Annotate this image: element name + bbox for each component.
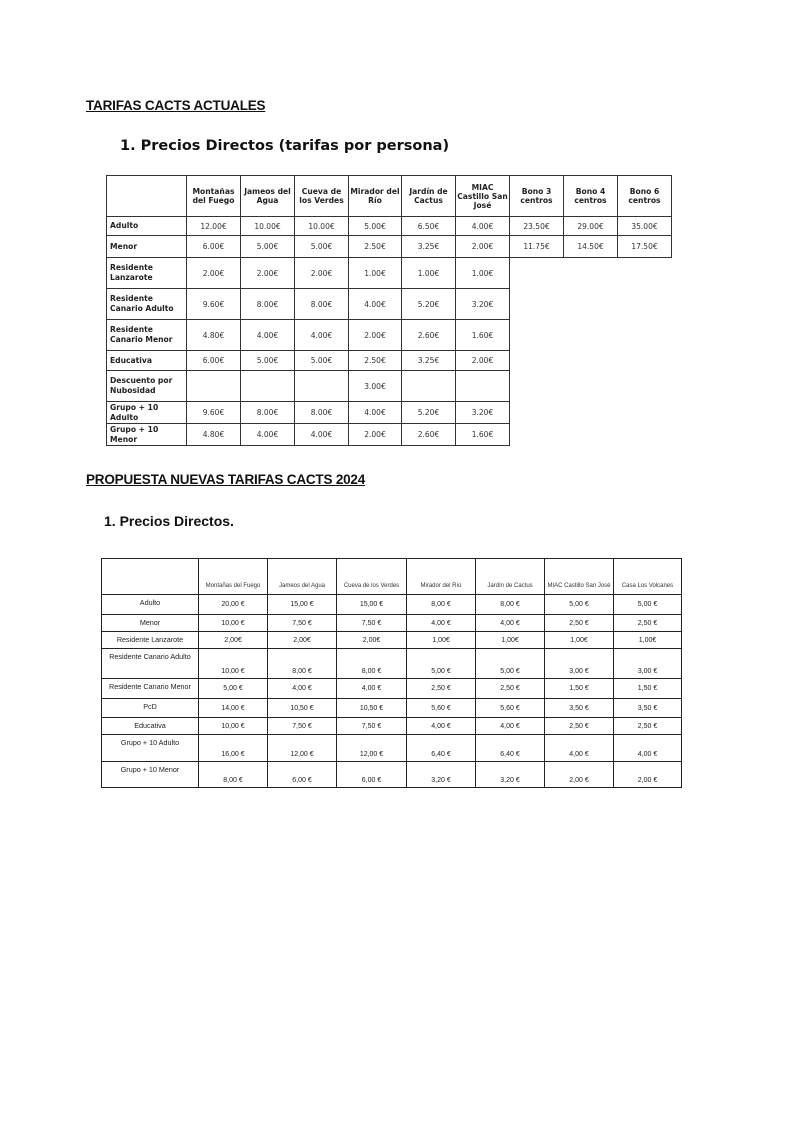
price-cell: 1,00€ xyxy=(545,632,614,649)
column-header: Jameos del Agua xyxy=(268,559,337,595)
row-label: Residente Lanzarote xyxy=(107,258,187,289)
price-cell: 2,00€ xyxy=(268,632,337,649)
empty-cell xyxy=(564,258,618,289)
price-cell: 2,50 € xyxy=(614,615,682,632)
table-row xyxy=(102,615,682,632)
price-cell: 8.00€ xyxy=(295,289,349,320)
price-cell: 3.00€ xyxy=(349,371,402,402)
price-cell: 6.00€ xyxy=(187,236,241,258)
table-row xyxy=(107,351,672,371)
price-cell: 8,00 € xyxy=(268,649,337,679)
current-rates-table xyxy=(106,175,672,446)
empty-cell xyxy=(510,402,564,424)
price-cell: 7,50 € xyxy=(268,615,337,632)
price-cell: 3.20€ xyxy=(456,289,510,320)
table-row xyxy=(102,735,682,762)
price-cell: 5,00 € xyxy=(476,649,545,679)
price-cell xyxy=(187,371,241,402)
price-cell: 2.50€ xyxy=(349,351,402,371)
price-cell: 14,00 € xyxy=(199,699,268,718)
price-cell: 4.00€ xyxy=(349,289,402,320)
price-cell: 2.50€ xyxy=(349,236,402,258)
column-header: Montañas del Fuego xyxy=(199,559,268,595)
price-cell: 35.00€ xyxy=(618,217,672,236)
row-label: Residente Canario Menor xyxy=(102,679,199,699)
price-cell: 3,00 € xyxy=(545,649,614,679)
price-cell: 8,00 € xyxy=(337,649,407,679)
empty-cell xyxy=(618,402,672,424)
price-cell: 12.00€ xyxy=(187,217,241,236)
table-row xyxy=(102,632,682,649)
price-cell: 8.00€ xyxy=(241,289,295,320)
row-label: Grupo + 10 Menor xyxy=(102,762,199,788)
table-row xyxy=(102,595,682,615)
empty-cell xyxy=(564,289,618,320)
table-row xyxy=(107,258,672,289)
price-cell: 9.60€ xyxy=(187,402,241,424)
price-cell: 6,40 € xyxy=(407,735,476,762)
price-cell: 10,00 € xyxy=(199,718,268,735)
column-header: Cueva de los Verdes xyxy=(337,559,407,595)
price-cell: 4,00 € xyxy=(476,718,545,735)
price-cell: 15,00 € xyxy=(337,595,407,615)
price-cell: 1,00€ xyxy=(476,632,545,649)
price-cell: 10.00€ xyxy=(241,217,295,236)
table-row xyxy=(102,679,682,699)
column-header: MIAC Castillo San José xyxy=(545,559,614,595)
price-cell: 6,00 € xyxy=(268,762,337,788)
table-row xyxy=(107,236,672,258)
empty-cell xyxy=(564,320,618,351)
table-row xyxy=(107,289,672,320)
column-header: Cueva de los Verdes xyxy=(295,176,349,217)
price-cell: 4.00€ xyxy=(295,320,349,351)
row-label: Residente Canario Menor xyxy=(107,320,187,351)
price-cell: 5.00€ xyxy=(295,236,349,258)
price-cell: 4,00 € xyxy=(614,735,682,762)
price-cell: 2,50 € xyxy=(476,679,545,699)
empty-cell xyxy=(618,371,672,402)
price-cell: 20,00 € xyxy=(199,595,268,615)
price-cell: 2.00€ xyxy=(241,258,295,289)
price-cell: 5,00 € xyxy=(545,595,614,615)
empty-cell xyxy=(510,371,564,402)
row-label: Grupo + 10 Menor xyxy=(107,424,187,446)
price-cell xyxy=(241,371,295,402)
row-label: Grupo + 10 Adulto xyxy=(102,735,199,762)
price-cell: 2.00€ xyxy=(349,424,402,446)
price-cell: 5.00€ xyxy=(295,351,349,371)
row-label: Residente Canario Adulto xyxy=(107,289,187,320)
table-row xyxy=(107,402,672,424)
section1-subtitle: 1. Precios Directos (tarifas por persona) xyxy=(120,138,450,154)
price-cell: 2,50 € xyxy=(407,679,476,699)
price-cell: 1.00€ xyxy=(402,258,456,289)
price-cell: 10,50 € xyxy=(337,699,407,718)
price-cell: 8,00 € xyxy=(476,595,545,615)
empty-cell xyxy=(510,351,564,371)
table-row xyxy=(107,424,672,446)
empty-cell xyxy=(618,320,672,351)
price-cell: 4,00 € xyxy=(476,615,545,632)
empty-cell xyxy=(618,289,672,320)
price-cell: 6.50€ xyxy=(402,217,456,236)
price-cell: 1,00€ xyxy=(614,632,682,649)
price-cell: 2.00€ xyxy=(187,258,241,289)
empty-cell xyxy=(618,351,672,371)
table-row xyxy=(107,371,672,402)
price-cell: 4.80€ xyxy=(187,424,241,446)
row-label: Adulto xyxy=(107,217,187,236)
price-cell: 1,00€ xyxy=(407,632,476,649)
price-cell: 4.00€ xyxy=(241,424,295,446)
section2-title: PROPUESTA NUEVAS TARIFAS CACTS 2024 xyxy=(86,472,366,487)
price-cell: 4.00€ xyxy=(349,402,402,424)
column-header: Bono 6 centros xyxy=(618,176,672,217)
column-header: Montañas del Fuego xyxy=(187,176,241,217)
price-cell: 4.80€ xyxy=(187,320,241,351)
column-header: Bono 3 centros xyxy=(510,176,564,217)
column-header: Jardín de Cactus xyxy=(402,176,456,217)
price-cell: 2.60€ xyxy=(402,320,456,351)
price-cell: 3,50 € xyxy=(545,699,614,718)
price-cell: 2.00€ xyxy=(349,320,402,351)
row-label: Residente Lanzarote xyxy=(102,632,199,649)
price-cell: 8,00 € xyxy=(407,595,476,615)
price-cell: 4,00 € xyxy=(337,679,407,699)
empty-cell xyxy=(618,424,672,446)
corner-header-cell xyxy=(102,559,199,595)
empty-cell xyxy=(564,351,618,371)
price-cell: 5.20€ xyxy=(402,289,456,320)
price-cell: 5,00 € xyxy=(407,649,476,679)
price-cell xyxy=(295,371,349,402)
proposed-rates-table xyxy=(101,558,682,788)
corner-header-cell xyxy=(107,176,187,217)
price-cell: 5.00€ xyxy=(349,217,402,236)
price-cell: 4.00€ xyxy=(456,217,510,236)
price-cell: 29.00€ xyxy=(564,217,618,236)
row-label: Educativa xyxy=(102,718,199,735)
price-cell xyxy=(456,371,510,402)
empty-cell xyxy=(618,258,672,289)
price-cell: 7,50 € xyxy=(268,718,337,735)
empty-cell xyxy=(564,424,618,446)
price-cell: 1,50 € xyxy=(614,679,682,699)
price-cell: 5.00€ xyxy=(241,351,295,371)
table-header-row xyxy=(102,559,682,595)
price-cell: 5.20€ xyxy=(402,402,456,424)
price-cell: 11.75€ xyxy=(510,236,564,258)
column-header: Mirador del Río xyxy=(349,176,402,217)
price-cell: 3,00 € xyxy=(614,649,682,679)
empty-cell xyxy=(564,371,618,402)
price-cell: 8.00€ xyxy=(241,402,295,424)
price-cell: 2.00€ xyxy=(456,236,510,258)
price-cell: 5,00 € xyxy=(614,595,682,615)
column-header: Bono 4 centros xyxy=(564,176,618,217)
price-cell: 2,00€ xyxy=(199,632,268,649)
empty-cell xyxy=(510,424,564,446)
price-cell: 3.25€ xyxy=(402,351,456,371)
table-row xyxy=(107,320,672,351)
price-cell: 3,20 € xyxy=(407,762,476,788)
price-cell: 1.00€ xyxy=(349,258,402,289)
price-cell: 3,50 € xyxy=(614,699,682,718)
price-cell: 2.00€ xyxy=(456,351,510,371)
empty-cell xyxy=(510,320,564,351)
price-cell: 5,00 € xyxy=(199,679,268,699)
price-cell: 12,00 € xyxy=(337,735,407,762)
price-cell: 17.50€ xyxy=(618,236,672,258)
empty-cell xyxy=(564,402,618,424)
price-cell: 3.20€ xyxy=(456,402,510,424)
price-cell: 23.50€ xyxy=(510,217,564,236)
price-cell: 10,50 € xyxy=(268,699,337,718)
price-cell: 10,00 € xyxy=(199,649,268,679)
price-cell: 10,00 € xyxy=(199,615,268,632)
price-cell: 6.00€ xyxy=(187,351,241,371)
price-cell: 7,50 € xyxy=(337,615,407,632)
price-cell: 2,50 € xyxy=(545,718,614,735)
price-cell: 1.60€ xyxy=(456,424,510,446)
price-cell: 6,00 € xyxy=(337,762,407,788)
price-cell: 3.25€ xyxy=(402,236,456,258)
price-cell: 7,50 € xyxy=(337,718,407,735)
price-cell xyxy=(402,371,456,402)
price-cell: 2,50 € xyxy=(545,615,614,632)
price-cell: 16,00 € xyxy=(199,735,268,762)
price-cell: 5,60 € xyxy=(407,699,476,718)
price-cell: 4,00 € xyxy=(407,615,476,632)
price-cell: 14.50€ xyxy=(564,236,618,258)
table-row xyxy=(102,718,682,735)
price-cell: 6,40 € xyxy=(476,735,545,762)
price-cell: 2,00 € xyxy=(614,762,682,788)
column-header: Casa Los Volcanes xyxy=(614,559,682,595)
table-row xyxy=(107,217,672,236)
price-cell: 4.00€ xyxy=(295,424,349,446)
section2-subtitle: 1. Precios Directos. xyxy=(104,513,234,529)
price-cell: 12,00 € xyxy=(268,735,337,762)
table-row xyxy=(102,649,682,679)
price-cell: 4.00€ xyxy=(241,320,295,351)
table-row xyxy=(102,762,682,788)
price-cell: 3,20 € xyxy=(476,762,545,788)
price-cell: 15,00 € xyxy=(268,595,337,615)
price-cell: 1.00€ xyxy=(456,258,510,289)
price-cell: 9.60€ xyxy=(187,289,241,320)
price-cell: 2,00 € xyxy=(545,762,614,788)
price-cell: 1,50 € xyxy=(545,679,614,699)
column-header: MIAC Castillo San José xyxy=(456,176,510,217)
price-cell: 2,00€ xyxy=(337,632,407,649)
price-cell: 4,00 € xyxy=(545,735,614,762)
price-cell: 1.60€ xyxy=(456,320,510,351)
column-header: Jameos del Agua xyxy=(241,176,295,217)
price-cell: 8,00 € xyxy=(199,762,268,788)
price-cell: 2.60€ xyxy=(402,424,456,446)
column-header: Jardín de Cactus xyxy=(476,559,545,595)
row-label: Descuento por Nubosidad xyxy=(107,371,187,402)
row-label: Educativa xyxy=(107,351,187,371)
row-label: Residente Canario Adulto xyxy=(102,649,199,679)
table-header-row xyxy=(107,176,672,217)
table-row xyxy=(102,699,682,718)
price-cell: 5.00€ xyxy=(241,236,295,258)
row-label: PcD xyxy=(102,699,199,718)
price-cell: 4,00 € xyxy=(407,718,476,735)
column-header: Mirador del Río xyxy=(407,559,476,595)
price-cell: 4,00 € xyxy=(268,679,337,699)
row-label: Grupo + 10 Adulto xyxy=(107,402,187,424)
price-cell: 10.00€ xyxy=(295,217,349,236)
price-cell: 2,50 € xyxy=(614,718,682,735)
row-label: Menor xyxy=(107,236,187,258)
price-cell: 5,60 € xyxy=(476,699,545,718)
row-label: Adulto xyxy=(102,595,199,615)
price-cell: 8.00€ xyxy=(295,402,349,424)
empty-cell xyxy=(510,258,564,289)
empty-cell xyxy=(510,289,564,320)
price-cell: 2.00€ xyxy=(295,258,349,289)
row-label: Menor xyxy=(102,615,199,632)
section1-title: TARIFAS CACTS ACTUALES xyxy=(86,98,266,113)
